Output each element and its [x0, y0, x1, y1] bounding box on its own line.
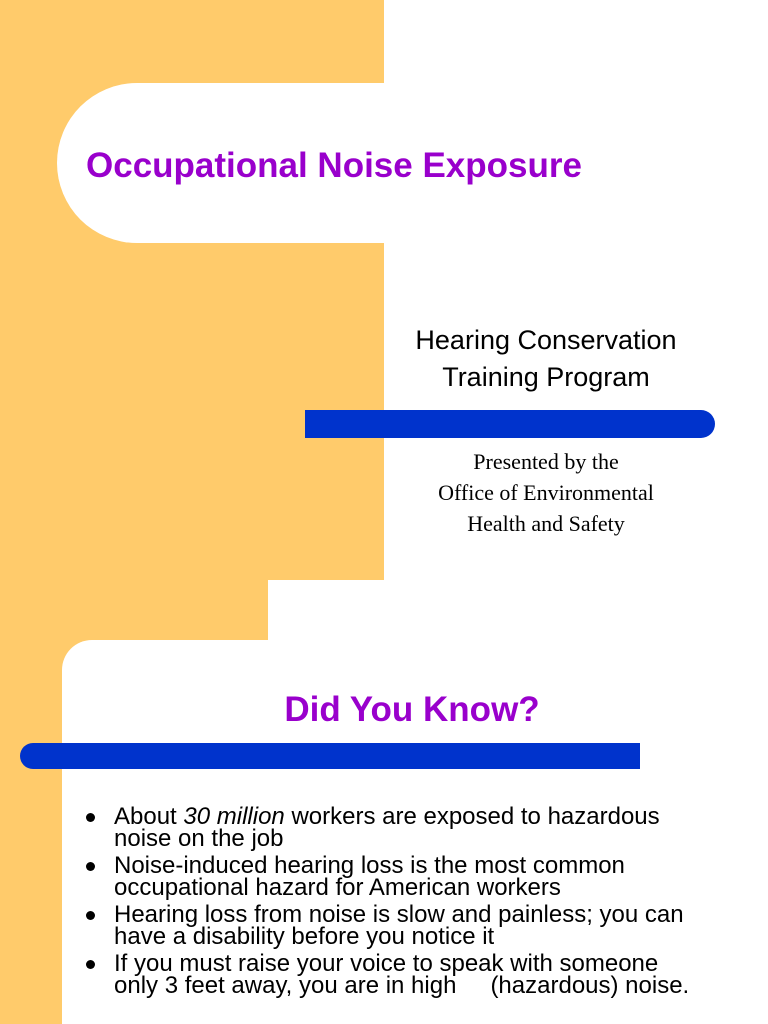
bullet-dot-icon	[86, 813, 95, 822]
list-item	[80, 803, 760, 852]
bullet-text: workers are exposed to hazardous	[284, 803, 660, 830]
list-item	[80, 901, 760, 950]
bullet-text: noise on the job	[114, 825, 284, 852]
presenter-line-2: Office of Environmental	[438, 480, 654, 505]
slide-title: Did You Know?	[284, 690, 540, 729]
presenter-line-1: Presented by the	[473, 449, 619, 474]
bullet-text: Noise-induced hearing loss is the most common	[114, 852, 625, 879]
bullet-emphasis: 30 million	[183, 803, 285, 830]
slide-subtitle	[384, 322, 708, 396]
bullet-text: occupational hazard for American workers	[114, 874, 561, 901]
bullet-text: Hearing loss from noise is slow and painless; you can	[114, 901, 684, 928]
list-item	[80, 852, 760, 901]
subtitle-line-2: Training Program	[442, 362, 650, 392]
presenter-credit	[384, 446, 708, 539]
presenter-line-3: Health and Safety	[467, 511, 625, 536]
bullet-dot-icon	[86, 911, 95, 920]
divider-bar	[305, 410, 715, 438]
facts-slide	[0, 640, 768, 1024]
bullet-dot-icon	[86, 960, 95, 969]
accent-background-strip	[0, 578, 268, 640]
bullet-text: have a disability before you notice it	[114, 923, 495, 950]
divider-bar	[20, 743, 640, 769]
bullet-text: only 3 feet away, you are in high	[114, 972, 457, 999]
bullet-dot-icon	[86, 862, 95, 871]
bullet-text: If you must raise your voice to speak with someone	[114, 950, 659, 977]
fact-list	[80, 803, 760, 1002]
bullet-text: (hazardous) noise.	[490, 972, 690, 999]
bullet-text-prefix: About	[114, 803, 184, 830]
list-item	[80, 950, 760, 999]
slide-title: Occupational Noise Exposure	[86, 146, 582, 185]
subtitle-line-1: Hearing Conservation	[415, 325, 677, 355]
